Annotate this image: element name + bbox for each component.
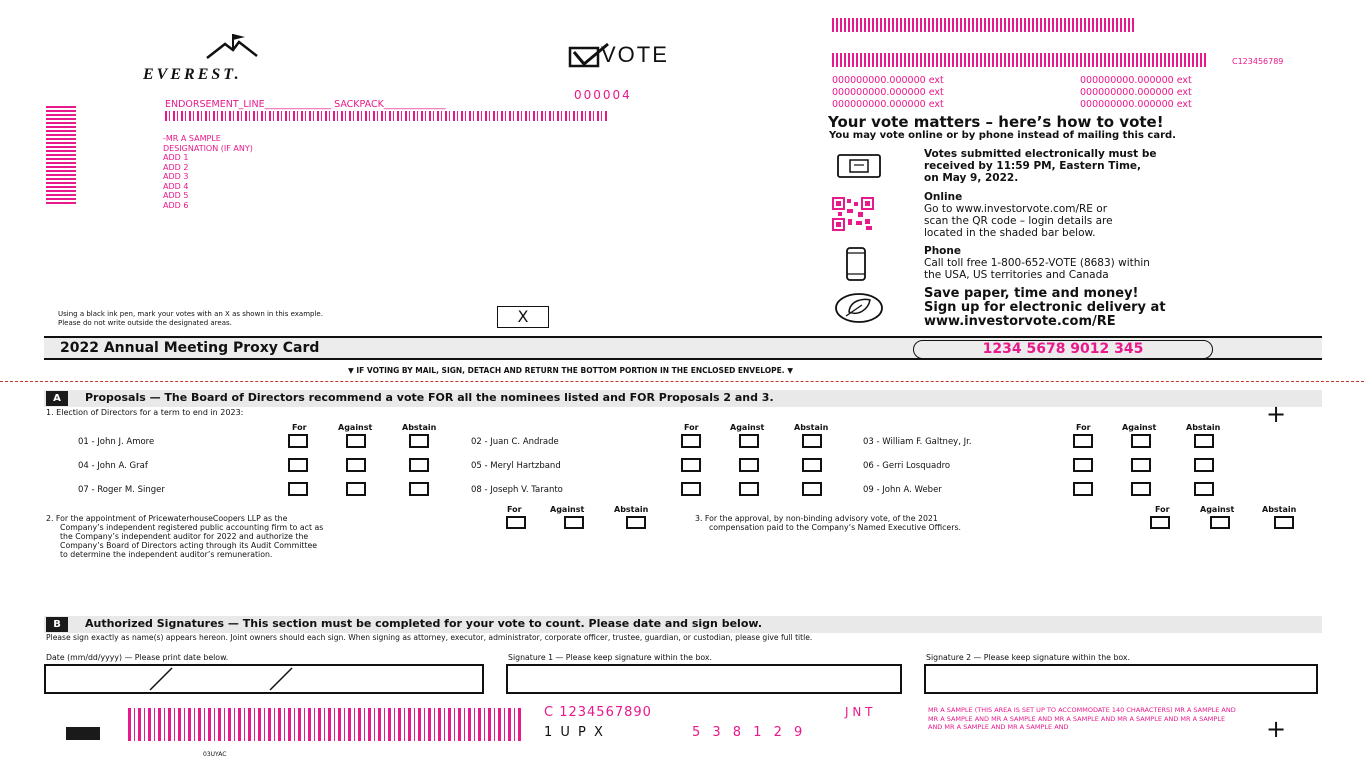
address-line: -MR A SAMPLE <box>163 134 221 143</box>
footer-sample-text: MR A SAMPLE (THIS AREA IS SET UP TO ACCOMMODATE 140 CHARACTERS) MR A SAMPLE AND MR A SAMPLE AND MR A SAMPLE AND MR A SAMPLE AND MR A SAMPLE AND MR A SAMPLE AND MR A SAMPLE AND MR A SAMPLE AND <box>928 706 1236 731</box>
vote-against-checkbox[interactable] <box>739 458 759 472</box>
date-label: Date (mm/dd/yyyy) — Please print date below. <box>46 653 229 662</box>
control-code: C123456789 <box>1232 57 1284 66</box>
col-against: Against <box>1200 505 1235 514</box>
endorsement-line: ENDORSEMENT_LINE______________ SACKPACK_____________ <box>165 99 446 110</box>
deadline-line: on May 9, 2022. <box>924 172 1019 184</box>
address-line: ADD 1 <box>163 153 189 162</box>
vote-for-checkbox[interactable] <box>288 458 308 472</box>
online-line: located in the shaded bar below. <box>924 227 1096 239</box>
date-separator-slashes <box>140 666 310 692</box>
left-vertical-barcode <box>46 106 76 204</box>
ext-value: 000000000.000000 ext <box>1080 75 1192 86</box>
nominee-label: 07 - Roger M. Singer <box>78 485 165 495</box>
proposal-3-line: compensation paid to the Company’s Named Executive Officers. <box>709 523 961 532</box>
vote-against-checkbox[interactable] <box>739 482 759 496</box>
col-abstain: Abstain <box>1186 423 1221 432</box>
phone-line: Call toll free 1-800-652-VOTE (8683) within <box>924 257 1150 269</box>
section-a-title: Proposals — The Board of Directors recommend a vote FOR all the nominees listed and FOR Proposals 2 and 3. <box>85 391 774 404</box>
instruction-line-1: Using a black ink pen, mark your votes with an X as shown in this example. <box>58 310 323 318</box>
detach-instruction: ▼ IF VOTING BY MAIL, SIGN, DETACH AND RETURN THE BOTTOM PORTION IN THE ENCLOSED ENVELOPE. ▼ <box>348 366 793 375</box>
col-against: Against <box>1122 423 1157 432</box>
vote-against-checkbox[interactable] <box>346 482 366 496</box>
vote-for-checkbox[interactable] <box>1073 482 1093 496</box>
deadline-line: received by 11:59 PM, Eastern Time, <box>924 160 1142 172</box>
col-abstain: Abstain <box>794 423 829 432</box>
vote-against-checkbox[interactable] <box>1131 482 1151 496</box>
vote-abstain-checkbox[interactable] <box>409 482 429 496</box>
phone-text <box>924 257 1150 281</box>
card-title: 2022 Annual Meeting Proxy Card <box>60 340 320 356</box>
computer-screen-icon <box>834 153 884 181</box>
col-for: For <box>1076 423 1091 432</box>
top-right-barcode-1 <box>832 18 1136 32</box>
job-code: 03UYAC <box>203 751 227 758</box>
top-right-barcode-2 <box>832 53 1206 67</box>
nominee-label: 06 - Gerri Losquadro <box>863 461 951 471</box>
online-line: scan the QR code – login details are <box>924 215 1113 227</box>
proposal-3-text <box>695 514 961 532</box>
col-abstain: Abstain <box>402 423 437 432</box>
vote-for-checkbox[interactable] <box>681 434 701 448</box>
control-number-value: 1234 5678 9012 345 <box>982 341 1144 357</box>
proposal-2-text <box>46 514 323 559</box>
vote-for-checkbox[interactable] <box>288 434 308 448</box>
vote-logo-text: VOTE <box>601 42 669 67</box>
online-text <box>924 203 1113 239</box>
footer-code-3: 5 3 8 1 2 9 <box>692 725 807 740</box>
col-against: Against <box>338 423 373 432</box>
address-line: ADD 4 <box>163 181 189 191</box>
everest-logo-mountain-icon <box>205 30 265 62</box>
proposal-2-against-checkbox[interactable] <box>564 516 584 529</box>
vote-abstain-checkbox[interactable] <box>1194 434 1214 448</box>
vote-abstain-checkbox[interactable] <box>802 434 822 448</box>
proposal-2-line: Company’s Board of Directors acting through its Audit Committee <box>60 541 318 550</box>
vote-abstain-checkbox[interactable] <box>409 458 429 472</box>
save-paper-line: www.investorvote.com/RE <box>924 314 1116 329</box>
leaf-icon <box>834 292 884 324</box>
address-line: ADD 6 <box>163 200 189 210</box>
proposal-2-for-checkbox[interactable] <box>506 516 526 529</box>
col-for: For <box>1155 505 1170 514</box>
vote-against-checkbox[interactable] <box>739 434 759 448</box>
perforation-line <box>0 381 1364 382</box>
signature-instructions: Please sign exactly as name(s) appears hereon. Joint owners should each sign. When signing as attorney, executor, administrator, corporate officer, trustee, guardian, or custodian, please give full title. <box>46 633 813 642</box>
phone-line: the USA, US territories and Canada <box>924 269 1109 281</box>
vote-for-checkbox[interactable] <box>1073 458 1093 472</box>
signature-1-box[interactable] <box>506 664 902 694</box>
mobile-phone-icon <box>845 247 867 281</box>
deadline-text <box>924 148 1156 184</box>
col-against: Against <box>550 505 585 514</box>
sequence-number: 000004 <box>574 88 632 102</box>
section-a-letter: A <box>46 391 68 406</box>
nominee-label: 04 - John A. Graf <box>78 461 148 471</box>
deadline-line: Votes submitted electronically must be <box>924 148 1157 160</box>
section-b-title: Authorized Signatures — This section must be completed for your vote to count. Please date and sign below. <box>85 617 763 630</box>
vote-for-checkbox[interactable] <box>681 482 701 496</box>
ext-value: 000000000.000000 ext <box>832 99 944 110</box>
proposal-2-line: to determine the independent auditor’s remuneration. <box>60 550 273 559</box>
vote-abstain-checkbox[interactable] <box>409 434 429 448</box>
proposal-2-line: 2. For the appointment of PricewaterhouseCoopers LLP as the <box>46 514 288 523</box>
ext-value: 000000000.000000 ext <box>1080 99 1192 110</box>
company-logo-text: EVEREST. <box>143 66 242 83</box>
nominee-label: 09 - John A. Weber <box>863 485 942 495</box>
section-a-plus: + <box>1266 400 1287 428</box>
col-abstain: Abstain <box>614 505 649 514</box>
ext-lines <box>832 75 1192 111</box>
vote-abstain-checkbox[interactable] <box>1194 458 1214 472</box>
vote-for-checkbox[interactable] <box>1073 434 1093 448</box>
save-paper-text <box>924 287 1166 329</box>
signature-1-label: Signature 1 — Please keep signature within the box. <box>508 653 713 662</box>
vote-against-checkbox[interactable] <box>1131 434 1151 448</box>
qr-code-icon[interactable] <box>832 197 874 231</box>
instruction-line-2: Please do not write outside the designated areas. <box>58 319 232 327</box>
nominee-label: 03 - William F. Galtney, Jr. <box>863 437 972 447</box>
vote-for-checkbox[interactable] <box>288 482 308 496</box>
nominee-label: 05 - Meryl Hartzband <box>471 461 561 471</box>
footer-code-1: C 1234567890 <box>544 705 652 720</box>
address-line: ADD 3 <box>163 172 189 181</box>
address-line: ADD 5 <box>163 191 189 200</box>
nominee-label: 08 - Joseph V. Taranto <box>471 485 563 495</box>
vote-abstain-checkbox[interactable] <box>1194 482 1214 496</box>
footer-code-2: 1 U P X <box>544 725 605 740</box>
section-b-letter: B <box>46 617 68 632</box>
online-line: Go to www.investorvote.com/RE or <box>924 203 1108 215</box>
proposal-2-line: Company’s independent registered public accounting firm to act as <box>60 523 324 532</box>
voting-info-title: Your vote matters – here’s how to vote! <box>828 113 1164 131</box>
save-paper-line: Save paper, time and money! <box>924 286 1139 301</box>
footer-jnt: J N T <box>845 705 873 719</box>
ink-instructions <box>58 310 323 328</box>
phone-title: Phone <box>924 245 961 257</box>
proposal-3-for-checkbox[interactable] <box>1150 516 1170 529</box>
footer-plus: + <box>1266 715 1287 743</box>
example-x-mark: X <box>517 307 529 326</box>
footer-barcode <box>128 708 522 741</box>
save-paper-line: Sign up for electronic delivery at <box>924 300 1166 315</box>
col-for: For <box>507 505 522 514</box>
address-line: DESIGNATION (IF ANY) <box>163 143 253 153</box>
signature-2-box[interactable] <box>924 664 1318 694</box>
vote-against-checkbox[interactable] <box>346 458 366 472</box>
registration-mark <box>66 727 100 740</box>
col-for: For <box>292 423 307 432</box>
example-mark-box <box>497 306 549 328</box>
proposal-3-abstain-checkbox[interactable] <box>1274 516 1294 529</box>
vote-abstain-checkbox[interactable] <box>802 482 822 496</box>
col-abstain: Abstain <box>1262 505 1297 514</box>
nominee-label: 02 - Juan C. Andrade <box>471 437 559 447</box>
address-barcode <box>165 111 609 121</box>
mailing-address <box>163 134 253 210</box>
vote-against-checkbox[interactable] <box>1131 458 1151 472</box>
proposal-2-abstain-checkbox[interactable] <box>626 516 646 529</box>
col-against: Against <box>730 423 765 432</box>
online-title: Online <box>924 191 963 203</box>
proposal-2-line: the Company’s independent auditor for 2022 and authorize the <box>60 532 309 541</box>
proposal-3-against-checkbox[interactable] <box>1210 516 1230 529</box>
ext-value: 000000000.000000 ext <box>832 75 944 86</box>
election-label: 1. Election of Directors for a term to end in 2023: <box>46 408 244 417</box>
address-line: ADD 2 <box>163 162 189 172</box>
col-for: For <box>684 423 699 432</box>
vote-for-checkbox[interactable] <box>681 458 701 472</box>
voting-info-subtitle: You may vote online or by phone instead of mailing this card. <box>829 130 1176 141</box>
vote-against-checkbox[interactable] <box>346 434 366 448</box>
vote-abstain-checkbox[interactable] <box>802 458 822 472</box>
signature-2-label: Signature 2 — Please keep signature within the box. <box>926 653 1131 662</box>
proposal-3-line: 3. For the approval, by non-binding advisory vote, of the 2021 <box>695 514 938 523</box>
ext-value: 000000000.000000 ext <box>1080 87 1192 98</box>
ext-value: 000000000.000000 ext <box>832 87 944 98</box>
nominee-label: 01 - John J. Amore <box>78 437 155 447</box>
control-number <box>913 340 1213 359</box>
